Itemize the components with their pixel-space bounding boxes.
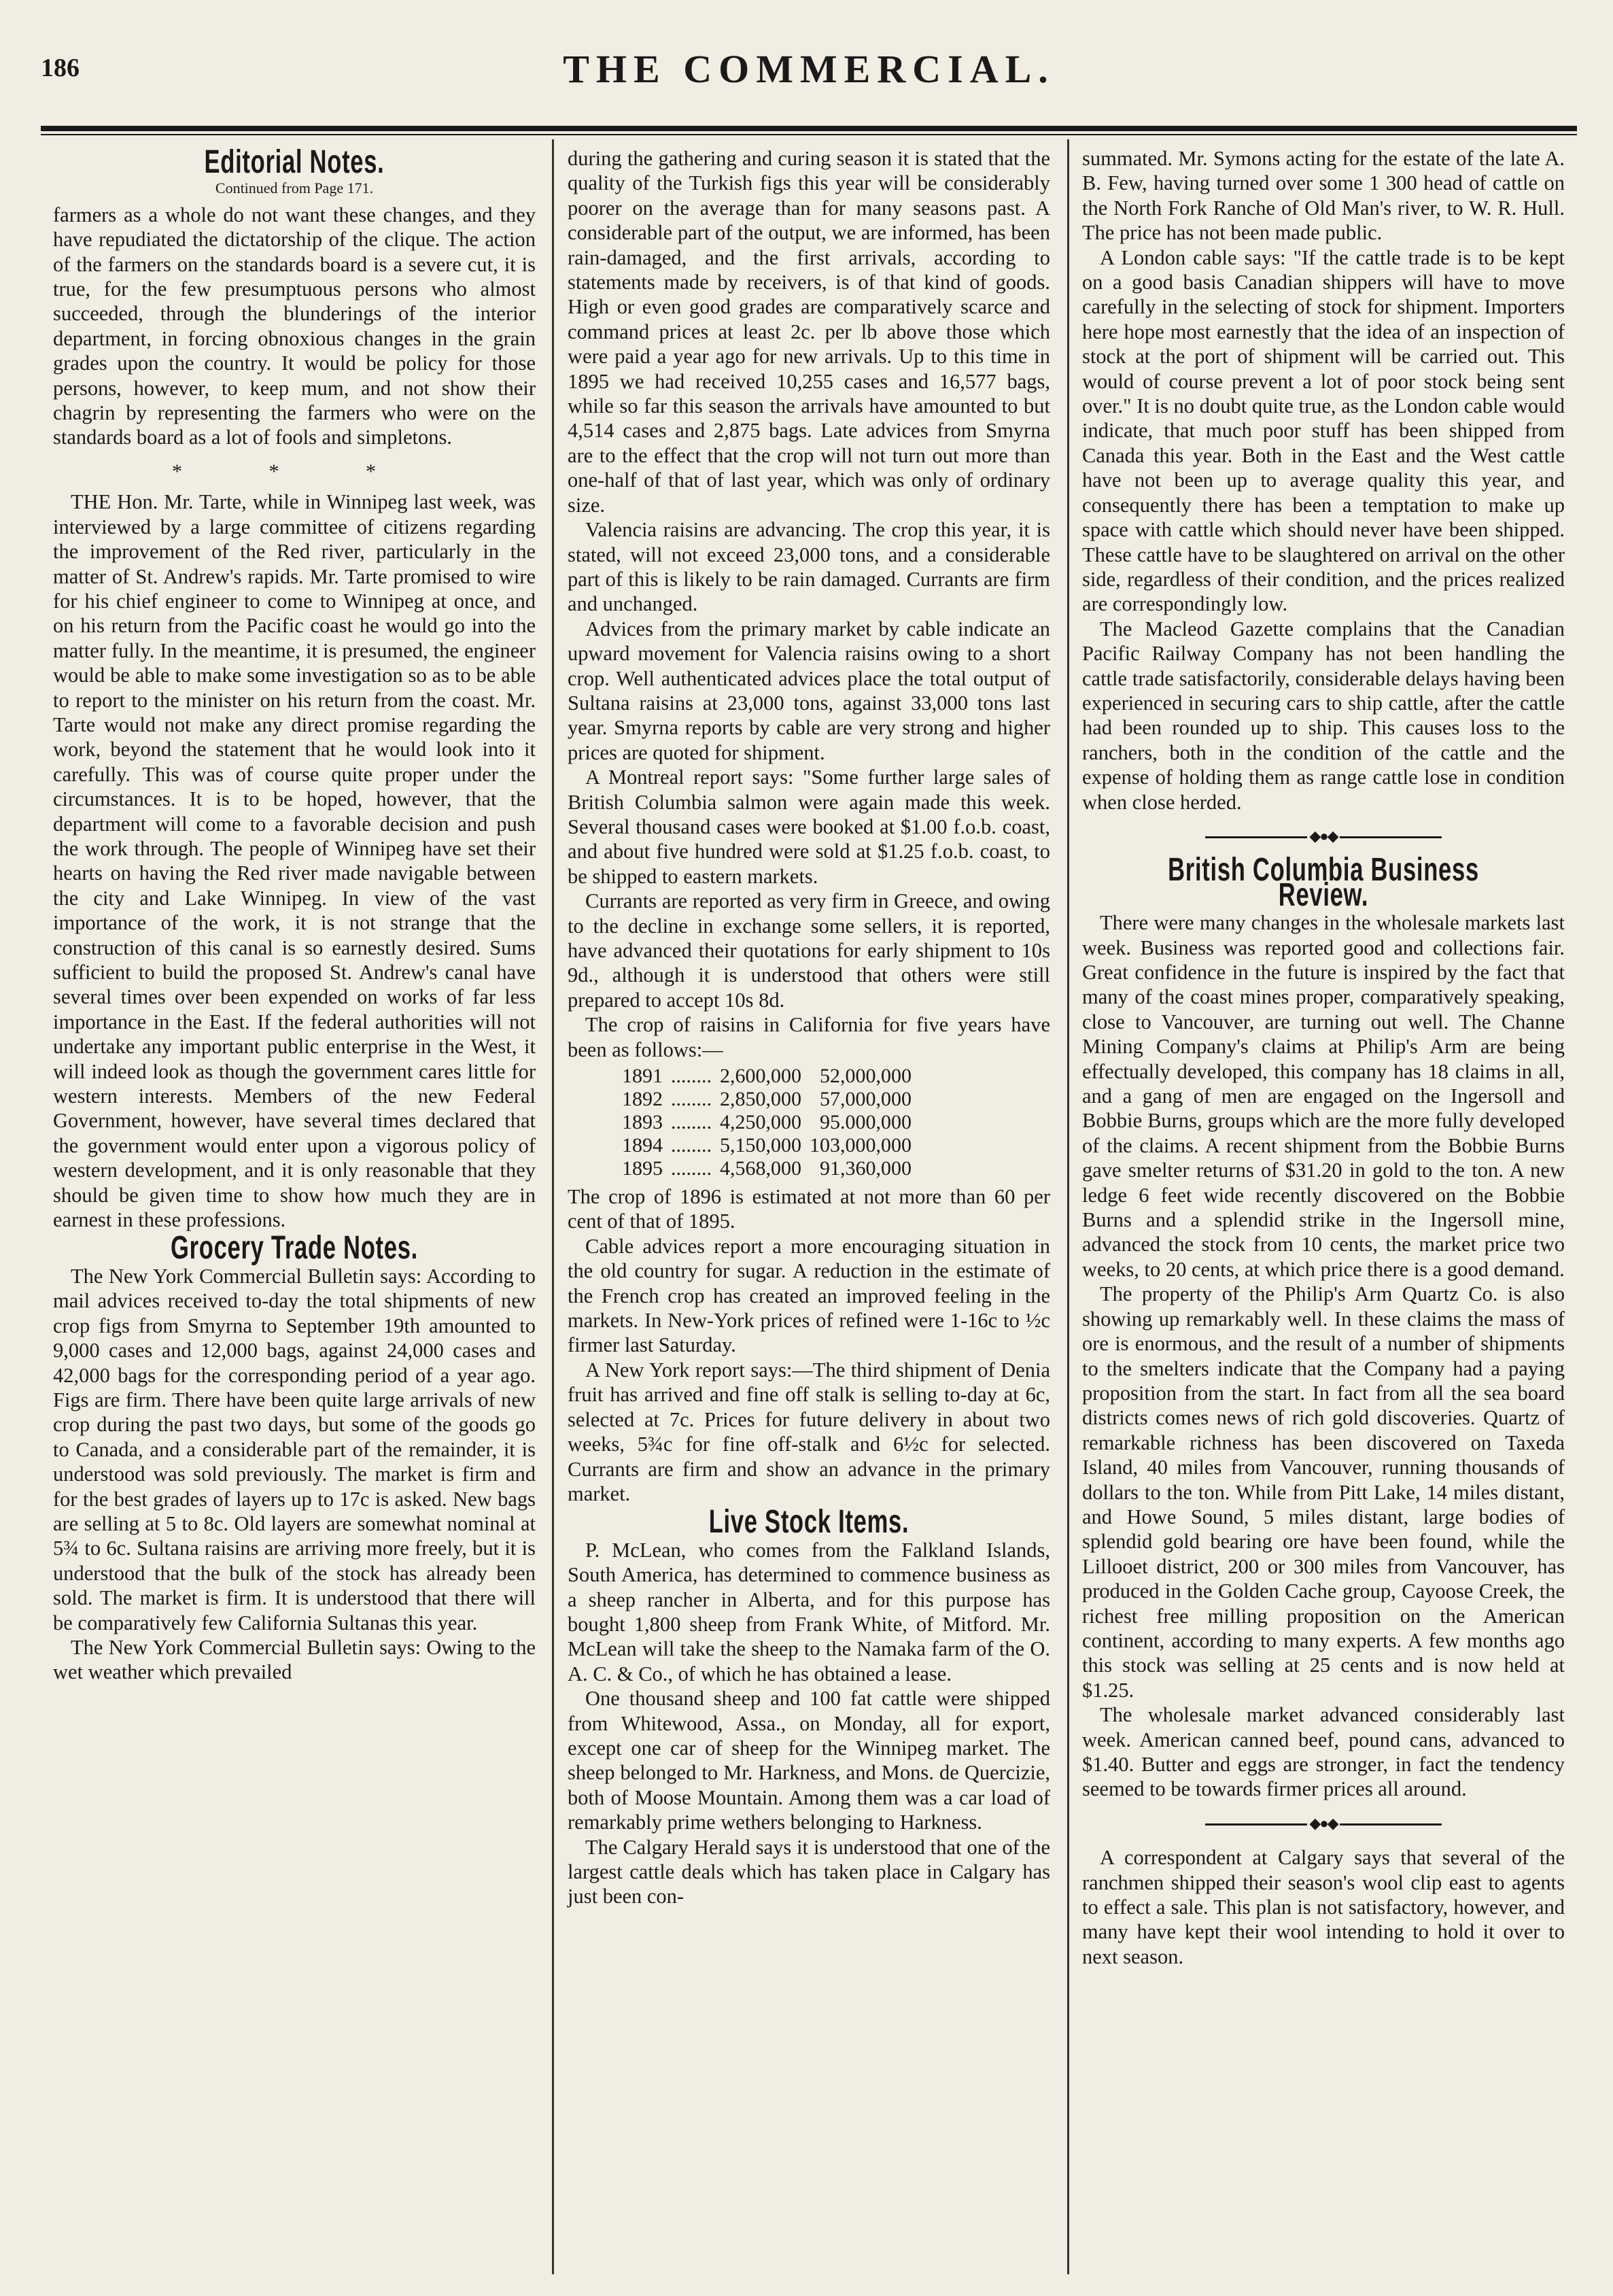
header-rule-thin — [41, 134, 1577, 135]
continued-note: Continued from Page 171. — [215, 179, 374, 197]
year-cell: 1891 — [622, 1065, 663, 1088]
value-cell: 4,568,000 — [720, 1157, 801, 1180]
grocery-paragraph: Advices from the primary market by cable indicate an upward movement for Valencia raisins owing to a short crop. Well authenticated advices place the total output of Sultana raisins at 23,000 tons, against 33,000 tons last year. Smyrna reports by cable are very strong and higher prices are quoted for shipment. — [568, 617, 1050, 764]
table-row — [622, 1088, 920, 1111]
leader-dots: ........ — [671, 1065, 712, 1088]
column-3 — [1082, 146, 1565, 1969]
table-row — [622, 1065, 920, 1088]
livestock-paragraph: P. McLean, who comes from the Falkland Islands, South America, has determined to commence business as a sheep rancher in Alberta, and for this purpose has bought 1,800 sheep from Frank White, of Mitford. Mr. McLean will take the sheep to the Namaka farm of the O. A. C. & Co., of which he has obtained a lease. — [568, 1538, 1050, 1685]
grocery-paragraph: during the gathering and curing season it is stated that the quality of the Turkish figs this year will be considerably poorer on the average than for many seasons past. A considerable part of the output, we are informed, has been rain-damaged, and the first arrivals, according to statements made by receivers, is of that kind of goods. High or even good grades are comparatively scarce and command prices at least 2c. per lb above those which were paid a year ago for new arrivals. Up to this time in 1895 we had received 10,255 cases and 16,577 bags, while so far this season the arrivals have amounted to but 4,514 cases and 2,875 bags. Late advices from Smyrna are to the effect that the crop will not turn out more than one-half of that of last year, which was only of ordinary size. — [568, 147, 1050, 517]
column-2 — [568, 146, 1050, 1909]
year-cell: 1895 — [622, 1157, 663, 1180]
grocery-paragraph: The crop of 1896 is estimated at not more than 60 per cent of that of 1895. — [568, 1185, 1050, 1233]
value-cell: 95.000,000 — [820, 1111, 912, 1134]
livestock-paragraph: The Calgary Herald says it is understood that one of the largest cattle deals which has taken place in Calgary has just been con- — [568, 1835, 1050, 1908]
value-cell: 4,250,000 — [720, 1111, 801, 1134]
live-stock-items-heading: Live Stock Items. — [708, 1504, 909, 1541]
value-cell: 52,000,000 — [820, 1065, 912, 1088]
year-cell: 1894 — [622, 1134, 663, 1157]
editorial-notes-heading: Editorial Notes. — [204, 144, 385, 180]
bc-paragraph: The wholesale market advanced considerably last week. American canned beef, pound cans, advanced to $1.40. Butter and eggs are stronger, in fact the tendency seemed to be towards firmer prices all around. — [1082, 1703, 1565, 1801]
livestock-paragraph: summated. Mr. Symons acting for the estate of the late A. B. Few, having turned over some 1 300 head of cattle on the North Fork Ranche of Old Man's river, to W. R. Hull. The price has not been made public. — [1082, 147, 1565, 245]
grocery-paragraph: The New York Commercial Bulletin says: Owing to the wet weather which prevailed — [53, 1635, 536, 1684]
livestock-paragraph: One thousand sheep and 100 fat cattle were shipped from Whitewood, Assa., on Monday, all for export, except one car of sheep for the Winnipeg market. The sheep belonged to Mr. Harkness, and Mons. de Quercizie, both of Moose Mountain. Among them was a car load of remarkably prime wethers belonging to Harkness. — [568, 1687, 1050, 1834]
bc-paragraph: There were many changes in the wholesale markets last week. Business was reported good and collections fair. Great confidence in the future is inspired by the fact that many of the coast mines proper, comparatively speaking, close to Vancouver, are turning out well. The Channe Mining Company's claims at Philip's Arm are being effectually developed, this company has 18 claims in all, and a gang of men are engaged on the Ingersoll and Bobbie Burns, groups which are the more fully developed of the claims. A recent shipment from the Bobbie Burns gave smelter returns of $31.20 in gold to the ton. A new ledge 6 feet wide recently discovered on the Bobbie Burns and a splendid strike in the Ingersoll mine, advanced the stock from 10 cents, the market price two weeks, to 20 cents, at which price there is a good demand. — [1082, 911, 1565, 1281]
leader-dots: ........ — [671, 1088, 712, 1111]
table-row — [622, 1157, 920, 1180]
raisin-crop-table — [622, 1065, 920, 1180]
leader-dots: ........ — [671, 1111, 712, 1134]
masthead-title: THE COMMERCIAL. — [563, 47, 1055, 91]
leader-dots: ........ — [671, 1157, 712, 1180]
year-cell: 1892 — [622, 1088, 663, 1111]
livestock-paragraph: A London cable says: "If the cattle trade is to be kept on a good basis Canadian shippers will have to move carefully in the selecting of stock for shipment. Importers here hope most earnestly that the idea of an inspection of stock at the port of shipment will be carried out. This would of course prevent a lot of poor stock being sent over." It is no doubt quite true, as the London cable would indicate, that much poor stuff has been shipped from Canada this year. Both in the East and the West cattle have not been up to average quality this year, and consequently there has been a temptation to make up space with cattle which should never have been shipped. These cattle have to be slaughtered on arrival on the other side, regardless of their condition, and the prices realized are correspondingly low. — [1082, 245, 1565, 616]
grocery-paragraph: A Montreal report says: "Some further large sales of British Columbia salmon were again made this week. Several thousand cases were booked at $1.00 f.o.b. coast, and about five hundred were sold at $1.25 f.o.b. coast, to be shipped to eastern markets. — [568, 766, 1050, 888]
value-cell: 2,600,000 — [720, 1065, 801, 1088]
section-ornament: ◆●◆ — [1082, 824, 1565, 849]
value-cell: 103,000,000 — [810, 1134, 912, 1157]
year-cell: 1893 — [622, 1111, 663, 1134]
section-ornament: ◆●◆ — [1082, 1811, 1565, 1836]
grocery-paragraph: Currants are reported as very firm in Greece, and owing to the decline in exchange some sellers, it is reported, have advanced their quotations for early shipment to 10s 9d., although it is understood that others were still prepared to accept 10s 8d. — [568, 889, 1050, 1012]
bc-business-review-heading: British Columbia Business Review. — [1168, 852, 1479, 913]
leader-dots: ........ — [671, 1134, 712, 1157]
editorial-paragraph: THE Hon. Mr. Tarte, while in Winnipeg last week, was interviewed by a large committee of citizens regarding the improvement of the Red river, particularly in the matter of St. Andrew's rapids. Mr. Tarte promised to wire for his chief engineer to come to Winnipeg at once, and on his return from the Pacific coast he would go into the matter fully. In the meantime, it is presumed, the engineer would be able to make some investigation so as to be able to report to the minister on his return from the coast. Mr. Tarte would not make any direct promise regarding the work, beyond the statement that he would look into it carefully. This was of course quite proper under the circumstances. It is to be hoped, however, that the department will come to a favorable decision and push the work through. The people of Winnipeg have set their hearts on having the Red river made navigable between the city and Lake Winnipeg. In view of the vast importance of the work, it is not strange that the construction of this canal is so earnestly desired. Sums sufficient to build the proposed St. Andrew's canal have several times over been expended on works of far less importance in the East. If the federal authorities will not undertake any important public enterprise in the West, it will indeed look as though the government cares little for western interests. Members of the new Federal Government, however, have several times declared that the government would enter upon a vigorous policy of western development, and it is only reasonable that they should be given time to show how much they are in earnest in these professions. — [53, 490, 536, 1232]
table-row — [622, 1134, 920, 1157]
page-number: 186 — [41, 54, 80, 82]
column-divider-2 — [1067, 139, 1069, 2274]
grocery-trade-notes-heading: Grocery Trade Notes. — [171, 1230, 418, 1267]
value-cell: 5,150,000 — [720, 1134, 801, 1157]
value-cell: 2,850,000 — [720, 1088, 801, 1111]
value-cell: 91,360,000 — [820, 1157, 912, 1180]
grocery-paragraph: Valencia raisins are advancing. The crop this year, it is stated, will not exceed 23,000 tons, and a considerable part of this is likely to be rain damaged. Currants are firm and unchanged. — [568, 518, 1050, 616]
page-header — [41, 41, 1577, 95]
column-divider-1 — [552, 139, 554, 2274]
bc-paragraph: A correspondent at Calgary says that several of the ranchmen shipped their season's wool clip east to agents to effect a sale. This plan is not satisfactory, however, and many have kept their wool intending to hold it over to next season. — [1082, 1846, 1565, 1968]
table-row — [622, 1111, 920, 1134]
value-cell: 57,000,000 — [820, 1088, 912, 1111]
grocery-paragraph: Cable advices report a more encouraging situation in the old country for sugar. A reduction in the estimate of the French crop has created an improved feeling in the markets. In New-York prices of refined were 1-16c to ½c firmer last Saturday. — [568, 1234, 1050, 1357]
header-rule-thick — [41, 126, 1577, 131]
section-stars: * * * — [172, 460, 417, 483]
livestock-paragraph: The Macleod Gazette complains that the Canadian Pacific Railway Company has not been handling the cattle trade satisfactorily, considerable delays having been experienced in securing cars to ship cattle, after the cattle had been rounded up to ship. This causes loss to the ranchers, both in the condition of the cattle and the expense of holding them as range cattle lose in condition when close herded. — [1082, 617, 1565, 814]
grocery-paragraph: The New York Commercial Bulletin says: According to mail advices received to-day the total shipments of new crop figs from Smyrna to September 19th amounted to 9,000 cases and 12,000 bags, against 24,000 cases and 42,000 bags for the corresponding period of a year ago. Figs are firm. There have been quite large arrivals of new crop during the past two days, but some of the goods go to Canada, and a considerable part of the remainder, it is understood was sold previously. The market is firm and for the best grades of layers up to 17c is asked. New bags are selling at 5 to 8c. Old layers are somewhat nominal at 5¾ to 6c. Sultana raisins are arriving more freely, but it is understood that the bulk of the stock has already been sold. The market is firm. It is understood that there will be comparatively few California Sultanas this year. — [53, 1264, 536, 1634]
grocery-paragraph: A New York report says:—The third shipment of Denia fruit has arrived and fine off stalk is selling to-day at 6c, selected at 7c. Prices for future delivery in about two weeks, 5¾c for fine off-stalk and 6½c for selected. Currants are firm and show an advance in the primary market. — [568, 1358, 1050, 1505]
column-1 — [53, 146, 536, 1685]
editorial-paragraph: farmers as a whole do not want these changes, and they have repudiated the dictatorship of the clique. The action of the farmers on the standards board is a severe cut, it is true, for the few presumptuous persons who almost succeeded, through the blunderings of the interior department, in forcing obnoxious changes in the grain grades upon the country. It would be policy for those persons, however, to keep mum, and not show their chagrin by representing the farmers who were on the standards board as a lot of fools and simpletons. — [53, 203, 536, 449]
grocery-paragraph: The crop of raisins in California for five years have been as follows:— — [568, 1013, 1050, 1061]
bc-paragraph: The property of the Philip's Arm Quartz Co. is also showing up remarkably well. In these claims the mass of ore is enormous, and the result of a number of shipments to the smelters indicate that the Company had a paying proposition from the start. In fact from all the sea board districts comes news of rich gold discoveries. Quartz of remarkable richness has been discovered on Taxeda Island, 40 miles from Vancouver, running thousands of dollars to the ton. While from Pitt Lake, 14 miles distant, and Howe Sound, 5 miles distant, large bodies of splendid gold bearing ore have been found, while the Lillooet district, 200 or 300 miles from Vancouver, has produced in the Golden Cache group, Cayoose Creek, the richest free milling proposition on the American continent, according to many experts. A few months ago this stock was selling at 25 cents and is now held at $1.25. — [1082, 1282, 1565, 1702]
